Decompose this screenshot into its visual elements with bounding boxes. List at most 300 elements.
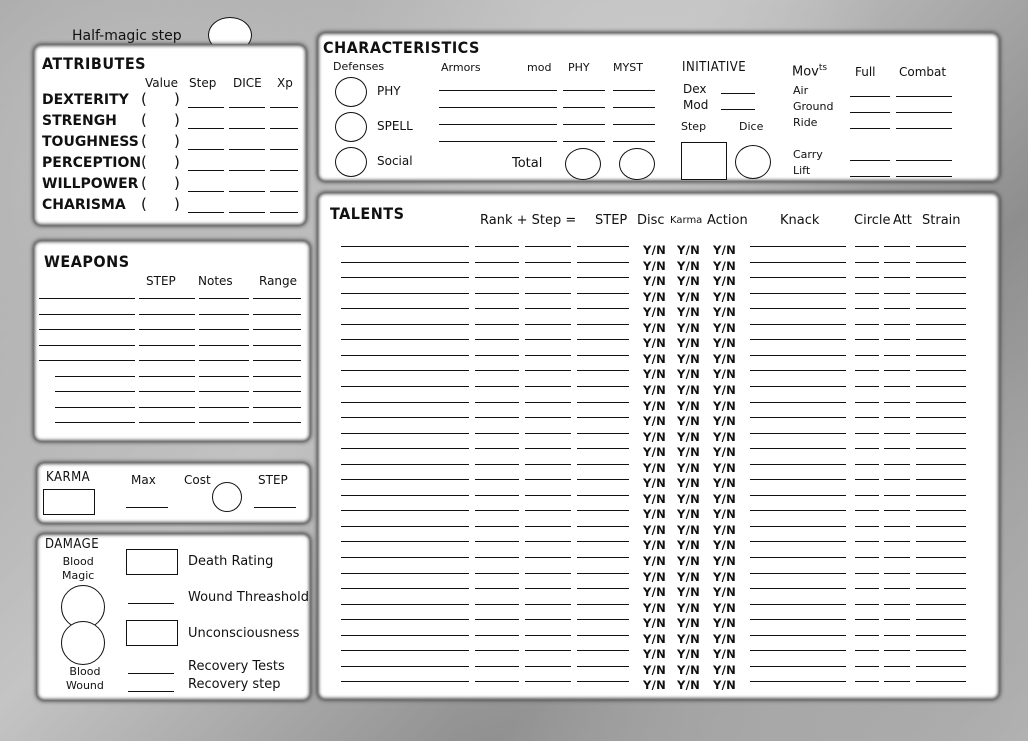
wound-threshold-line[interactable]	[128, 603, 174, 604]
armor-myst-line-3[interactable]	[613, 141, 655, 142]
defense-circle-2[interactable]	[335, 147, 367, 177]
talent-total-line-21[interactable]	[577, 573, 629, 574]
talent-disc-yn-5[interactable]: Y/N	[643, 320, 667, 335]
talent-action-yn-2[interactable]: Y/N	[713, 274, 737, 289]
talent-strain-line-1[interactable]	[916, 262, 966, 263]
talent-att-line-14[interactable]	[884, 464, 910, 465]
talent-circle-line-21[interactable]	[855, 573, 879, 574]
talent-karma-yn-5[interactable]: Y/N	[677, 320, 701, 335]
weapon-step-line-7[interactable]	[139, 407, 195, 408]
talent-rank-line-8[interactable]	[475, 370, 519, 371]
attribute-dice-line-3[interactable]	[229, 170, 265, 171]
talent-strain-line-17[interactable]	[916, 510, 966, 511]
talent-karma-yn-14[interactable]: Y/N	[677, 460, 701, 475]
talent-att-line-17[interactable]	[884, 510, 910, 511]
talent-circle-line-25[interactable]	[855, 635, 879, 636]
talent-knack-line-21[interactable]	[750, 573, 846, 574]
talent-total-line-4[interactable]	[577, 308, 629, 309]
weapon-name-line-7[interactable]	[55, 407, 135, 408]
defense-circle-1[interactable]	[335, 112, 367, 142]
movement-full-line-4[interactable]	[850, 176, 890, 177]
talent-circle-line-14[interactable]	[855, 464, 879, 465]
talent-rank-line-26[interactable]	[475, 650, 519, 651]
talent-disc-yn-4[interactable]: Y/N	[643, 305, 667, 320]
armor-name-line-2[interactable]	[439, 124, 557, 125]
talent-strain-line-14[interactable]	[916, 464, 966, 465]
talent-rank-line-20[interactable]	[475, 557, 519, 558]
movement-full-line-3[interactable]	[850, 160, 890, 161]
talent-circle-line-8[interactable]	[855, 370, 879, 371]
karma-current-box[interactable]	[43, 489, 95, 515]
talent-strain-line-20[interactable]	[916, 557, 966, 558]
attribute-step-line-2[interactable]	[188, 149, 224, 150]
talent-strain-line-26[interactable]	[916, 650, 966, 651]
talent-att-line-13[interactable]	[884, 448, 910, 449]
weapon-range-line-5[interactable]	[253, 376, 301, 377]
talent-circle-line-20[interactable]	[855, 557, 879, 558]
talent-total-line-3[interactable]	[577, 293, 629, 294]
weapon-notes-line-7[interactable]	[199, 407, 249, 408]
talent-att-line-25[interactable]	[884, 635, 910, 636]
talent-step-line-27[interactable]	[525, 666, 571, 667]
talent-circle-line-9[interactable]	[855, 386, 879, 387]
talent-strain-line-13[interactable]	[916, 448, 966, 449]
weapon-name-line-1[interactable]	[39, 314, 135, 315]
karma-cost-circle[interactable]	[212, 482, 242, 512]
talent-strain-line-5[interactable]	[916, 324, 966, 325]
talent-att-line-24[interactable]	[884, 619, 910, 620]
talent-knack-line-24[interactable]	[750, 619, 846, 620]
movement-combat-line-4[interactable]	[896, 176, 952, 177]
talent-disc-yn-9[interactable]: Y/N	[643, 382, 667, 397]
movement-combat-line-0[interactable]	[896, 96, 952, 97]
talent-rank-line-7[interactable]	[475, 355, 519, 356]
talent-step-line-9[interactable]	[525, 386, 571, 387]
talent-karma-yn-7[interactable]: Y/N	[677, 351, 701, 366]
talent-knack-line-3[interactable]	[750, 293, 846, 294]
talent-knack-line-23[interactable]	[750, 604, 846, 605]
talent-disc-yn-19[interactable]: Y/N	[643, 538, 667, 553]
talent-strain-line-0[interactable]	[916, 246, 966, 247]
talent-step-line-6[interactable]	[525, 339, 571, 340]
talent-att-line-20[interactable]	[884, 557, 910, 558]
talent-name-line-8[interactable]	[341, 370, 469, 371]
talent-total-line-11[interactable]	[577, 417, 629, 418]
talent-rank-line-10[interactable]	[475, 402, 519, 403]
talent-disc-yn-20[interactable]: Y/N	[643, 554, 667, 568]
talent-knack-line-9[interactable]	[750, 386, 846, 387]
talent-rank-line-25[interactable]	[475, 635, 519, 636]
talent-step-line-7[interactable]	[525, 355, 571, 356]
talent-knack-line-10[interactable]	[750, 402, 846, 403]
talent-karma-yn-12[interactable]: Y/N	[677, 429, 701, 444]
talent-name-line-17[interactable]	[341, 510, 469, 511]
weapon-notes-line-6[interactable]	[199, 391, 249, 392]
talent-action-yn-28[interactable]: Y/N	[713, 678, 737, 693]
talent-name-line-16[interactable]	[341, 495, 469, 496]
weapon-step-line-5[interactable]	[139, 376, 195, 377]
talent-att-line-12[interactable]	[884, 433, 910, 434]
talent-rank-line-15[interactable]	[475, 479, 519, 480]
talent-knack-line-17[interactable]	[750, 510, 846, 511]
talent-circle-line-22[interactable]	[855, 588, 879, 589]
attribute-xp-line-4[interactable]	[270, 191, 298, 192]
talent-karma-yn-18[interactable]: Y/N	[677, 522, 701, 537]
talent-knack-line-7[interactable]	[750, 355, 846, 356]
talent-step-line-23[interactable]	[525, 604, 571, 605]
talent-step-line-3[interactable]	[525, 293, 571, 294]
talent-knack-line-1[interactable]	[750, 262, 846, 263]
talent-circle-line-5[interactable]	[855, 324, 879, 325]
talent-step-line-28[interactable]	[525, 681, 571, 682]
talent-disc-yn-22[interactable]: Y/N	[643, 585, 667, 600]
talent-circle-line-28[interactable]	[855, 681, 879, 682]
talent-total-line-12[interactable]	[577, 433, 629, 434]
talent-knack-line-8[interactable]	[750, 370, 846, 371]
talent-action-yn-11[interactable]: Y/N	[713, 414, 737, 429]
talent-step-line-18[interactable]	[525, 526, 571, 527]
talent-circle-line-17[interactable]	[855, 510, 879, 511]
talent-karma-yn-22[interactable]: Y/N	[677, 585, 701, 600]
talent-action-yn-24[interactable]: Y/N	[713, 616, 737, 631]
total-phy-circle[interactable]	[565, 148, 601, 180]
movement-combat-line-2[interactable]	[896, 128, 952, 129]
talent-total-line-7[interactable]	[577, 355, 629, 356]
talent-total-line-24[interactable]	[577, 619, 629, 620]
talent-name-line-27[interactable]	[341, 666, 469, 667]
talent-knack-line-26[interactable]	[750, 650, 846, 651]
talent-disc-yn-27[interactable]: Y/N	[643, 662, 667, 677]
talent-action-yn-23[interactable]: Y/N	[713, 600, 737, 615]
talent-total-line-0[interactable]	[577, 246, 629, 247]
talent-total-line-20[interactable]	[577, 557, 629, 558]
weapon-range-line-7[interactable]	[253, 407, 301, 408]
talent-strain-line-28[interactable]	[916, 681, 966, 682]
talent-strain-line-6[interactable]	[916, 339, 966, 340]
talent-rank-line-17[interactable]	[475, 510, 519, 511]
armor-phy-line-3[interactable]	[563, 141, 605, 142]
talent-disc-yn-12[interactable]: Y/N	[643, 429, 667, 444]
talent-att-line-11[interactable]	[884, 417, 910, 418]
talent-strain-line-15[interactable]	[916, 479, 966, 480]
talent-rank-line-6[interactable]	[475, 339, 519, 340]
talent-knack-line-18[interactable]	[750, 526, 846, 527]
talent-name-line-19[interactable]	[341, 541, 469, 542]
unconsciousness-box[interactable]	[126, 620, 178, 646]
talent-disc-yn-17[interactable]: Y/N	[643, 507, 667, 522]
talent-karma-yn-13[interactable]: Y/N	[677, 445, 701, 460]
talent-circle-line-7[interactable]	[855, 355, 879, 356]
movement-full-line-0[interactable]	[850, 96, 890, 97]
talent-step-line-24[interactable]	[525, 619, 571, 620]
defense-circle-0[interactable]	[335, 77, 367, 107]
talent-name-line-25[interactable]	[341, 635, 469, 636]
talent-total-line-25[interactable]	[577, 635, 629, 636]
weapon-range-line-2[interactable]	[253, 329, 301, 330]
talent-action-yn-17[interactable]: Y/N	[713, 507, 737, 522]
talent-name-line-26[interactable]	[341, 650, 469, 651]
talent-rank-line-11[interactable]	[475, 417, 519, 418]
death-rating-box[interactable]	[126, 549, 178, 575]
talent-total-line-28[interactable]	[577, 681, 629, 682]
talent-name-line-9[interactable]	[341, 386, 469, 387]
weapon-range-line-3[interactable]	[253, 345, 301, 346]
talent-karma-yn-6[interactable]: Y/N	[677, 336, 701, 351]
talent-disc-yn-8[interactable]: Y/N	[643, 367, 667, 382]
talent-knack-line-19[interactable]	[750, 541, 846, 542]
weapon-notes-line-1[interactable]	[199, 314, 249, 315]
weapon-notes-line-5[interactable]	[199, 376, 249, 377]
karma-max-line[interactable]	[126, 507, 168, 508]
talent-strain-line-3[interactable]	[916, 293, 966, 294]
attribute-xp-line-5[interactable]	[270, 212, 298, 213]
talent-att-line-22[interactable]	[884, 588, 910, 589]
movement-full-line-2[interactable]	[850, 128, 890, 129]
talent-disc-yn-14[interactable]: Y/N	[643, 460, 667, 475]
talent-att-line-6[interactable]	[884, 339, 910, 340]
talent-strain-line-25[interactable]	[916, 635, 966, 636]
talent-disc-yn-21[interactable]: Y/N	[643, 569, 667, 584]
talent-karma-yn-9[interactable]: Y/N	[677, 382, 701, 397]
talent-circle-line-11[interactable]	[855, 417, 879, 418]
talent-name-line-2[interactable]	[341, 277, 469, 278]
talent-strain-line-22[interactable]	[916, 588, 966, 589]
talent-karma-yn-2[interactable]: Y/N	[677, 274, 701, 289]
talent-rank-line-18[interactable]	[475, 526, 519, 527]
talent-action-yn-14[interactable]: Y/N	[713, 460, 737, 475]
talent-rank-line-19[interactable]	[475, 541, 519, 542]
weapon-range-line-4[interactable]	[253, 360, 301, 361]
talent-knack-line-16[interactable]	[750, 495, 846, 496]
talent-total-line-17[interactable]	[577, 510, 629, 511]
weapon-name-line-6[interactable]	[55, 391, 135, 392]
talent-circle-line-13[interactable]	[855, 448, 879, 449]
talent-disc-yn-18[interactable]: Y/N	[643, 522, 667, 537]
talent-karma-yn-1[interactable]: Y/N	[677, 258, 701, 273]
armor-name-line-0[interactable]	[439, 90, 557, 91]
talent-step-line-17[interactable]	[525, 510, 571, 511]
talent-name-line-10[interactable]	[341, 402, 469, 403]
talent-strain-line-8[interactable]	[916, 370, 966, 371]
attribute-step-line-4[interactable]	[188, 191, 224, 192]
talent-karma-yn-23[interactable]: Y/N	[677, 600, 701, 615]
talent-total-line-19[interactable]	[577, 541, 629, 542]
talent-karma-yn-19[interactable]: Y/N	[677, 538, 701, 553]
talent-total-line-18[interactable]	[577, 526, 629, 527]
talent-disc-yn-6[interactable]: Y/N	[643, 336, 667, 351]
talent-step-line-0[interactable]	[525, 246, 571, 247]
talent-name-line-15[interactable]	[341, 479, 469, 480]
talent-knack-line-22[interactable]	[750, 588, 846, 589]
talent-knack-line-15[interactable]	[750, 479, 846, 480]
talent-circle-line-16[interactable]	[855, 495, 879, 496]
talent-circle-line-2[interactable]	[855, 277, 879, 278]
attribute-step-line-0[interactable]	[188, 107, 224, 108]
weapon-name-line-8[interactable]	[55, 422, 135, 423]
talent-action-yn-0[interactable]: Y/N	[713, 243, 737, 257]
recovery-step-line[interactable]	[128, 691, 174, 692]
weapon-step-line-3[interactable]	[139, 345, 195, 346]
talent-name-line-12[interactable]	[341, 433, 469, 434]
talent-name-line-22[interactable]	[341, 588, 469, 589]
talent-action-yn-18[interactable]: Y/N	[713, 522, 737, 537]
talent-circle-line-23[interactable]	[855, 604, 879, 605]
talent-att-line-15[interactable]	[884, 479, 910, 480]
talent-disc-yn-28[interactable]: Y/N	[643, 678, 667, 693]
talent-att-line-16[interactable]	[884, 495, 910, 496]
talent-att-line-7[interactable]	[884, 355, 910, 356]
talent-disc-yn-10[interactable]: Y/N	[643, 398, 667, 413]
talent-total-line-8[interactable]	[577, 370, 629, 371]
talent-att-line-2[interactable]	[884, 277, 910, 278]
talent-action-yn-5[interactable]: Y/N	[713, 320, 737, 335]
blood-wound-circle[interactable]	[61, 621, 105, 665]
talent-karma-yn-20[interactable]: Y/N	[677, 554, 701, 568]
talent-att-line-21[interactable]	[884, 573, 910, 574]
talent-disc-yn-7[interactable]: Y/N	[643, 351, 667, 366]
talent-rank-line-21[interactable]	[475, 573, 519, 574]
talent-rank-line-16[interactable]	[475, 495, 519, 496]
talent-att-line-19[interactable]	[884, 541, 910, 542]
talent-action-yn-6[interactable]: Y/N	[713, 336, 737, 351]
talent-name-line-14[interactable]	[341, 464, 469, 465]
talent-karma-yn-4[interactable]: Y/N	[677, 305, 701, 320]
talent-att-line-1[interactable]	[884, 262, 910, 263]
talent-step-line-13[interactable]	[525, 448, 571, 449]
talent-knack-line-6[interactable]	[750, 339, 846, 340]
weapon-range-line-8[interactable]	[253, 422, 301, 423]
armor-myst-line-2[interactable]	[613, 124, 655, 125]
talent-total-line-2[interactable]	[577, 277, 629, 278]
talent-circle-line-4[interactable]	[855, 308, 879, 309]
armor-phy-line-2[interactable]	[563, 124, 605, 125]
talent-circle-line-3[interactable]	[855, 293, 879, 294]
talent-strain-line-4[interactable]	[916, 308, 966, 309]
weapon-name-line-5[interactable]	[55, 376, 135, 377]
initiative-dice-circle[interactable]	[735, 145, 771, 179]
armor-myst-line-0[interactable]	[613, 90, 655, 91]
talent-rank-line-14[interactable]	[475, 464, 519, 465]
talent-circle-line-15[interactable]	[855, 479, 879, 480]
talent-total-line-5[interactable]	[577, 324, 629, 325]
talent-name-line-1[interactable]	[341, 262, 469, 263]
weapon-notes-line-2[interactable]	[199, 329, 249, 330]
talent-rank-line-12[interactable]	[475, 433, 519, 434]
talent-circle-line-6[interactable]	[855, 339, 879, 340]
talent-action-yn-7[interactable]: Y/N	[713, 351, 737, 366]
talent-step-line-1[interactable]	[525, 262, 571, 263]
total-myst-circle[interactable]	[619, 148, 655, 180]
talent-total-line-26[interactable]	[577, 650, 629, 651]
talent-disc-yn-13[interactable]: Y/N	[643, 445, 667, 460]
attribute-step-line-3[interactable]	[188, 170, 224, 171]
weapon-step-line-0[interactable]	[139, 298, 195, 299]
karma-step-line[interactable]	[254, 507, 296, 508]
talent-total-line-1[interactable]	[577, 262, 629, 263]
talent-att-line-10[interactable]	[884, 402, 910, 403]
attribute-dice-line-4[interactable]	[229, 191, 265, 192]
talent-karma-yn-28[interactable]: Y/N	[677, 678, 701, 693]
talent-total-line-22[interactable]	[577, 588, 629, 589]
talent-strain-line-16[interactable]	[916, 495, 966, 496]
talent-action-yn-25[interactable]: Y/N	[713, 631, 737, 646]
talent-rank-line-4[interactable]	[475, 308, 519, 309]
weapon-range-line-0[interactable]	[253, 298, 301, 299]
talent-karma-yn-21[interactable]: Y/N	[677, 569, 701, 584]
talent-circle-line-18[interactable]	[855, 526, 879, 527]
talent-knack-line-20[interactable]	[750, 557, 846, 558]
talent-action-yn-22[interactable]: Y/N	[713, 585, 737, 600]
armor-myst-line-1[interactable]	[613, 107, 655, 108]
talent-rank-line-13[interactable]	[475, 448, 519, 449]
weapon-notes-line-8[interactable]	[199, 422, 249, 423]
talent-name-line-23[interactable]	[341, 604, 469, 605]
talent-action-yn-12[interactable]: Y/N	[713, 429, 737, 444]
talent-action-yn-4[interactable]: Y/N	[713, 305, 737, 320]
talent-circle-line-27[interactable]	[855, 666, 879, 667]
talent-total-line-13[interactable]	[577, 448, 629, 449]
movement-combat-line-1[interactable]	[896, 112, 952, 113]
talent-name-line-20[interactable]	[341, 557, 469, 558]
armor-phy-line-0[interactable]	[563, 90, 605, 91]
talent-step-line-2[interactable]	[525, 277, 571, 278]
talent-karma-yn-10[interactable]: Y/N	[677, 398, 701, 413]
weapon-notes-line-0[interactable]	[199, 298, 249, 299]
movement-full-line-1[interactable]	[850, 112, 890, 113]
talent-action-yn-10[interactable]: Y/N	[713, 398, 737, 413]
talent-disc-yn-25[interactable]: Y/N	[643, 631, 667, 646]
talent-name-line-24[interactable]	[341, 619, 469, 620]
talent-karma-yn-17[interactable]: Y/N	[677, 507, 701, 522]
talent-circle-line-10[interactable]	[855, 402, 879, 403]
attribute-xp-line-3[interactable]	[270, 170, 298, 171]
talent-name-line-18[interactable]	[341, 526, 469, 527]
talent-knack-line-14[interactable]	[750, 464, 846, 465]
talent-step-line-19[interactable]	[525, 541, 571, 542]
talent-circle-line-1[interactable]	[855, 262, 879, 263]
talent-total-line-27[interactable]	[577, 666, 629, 667]
recovery-tests-line[interactable]	[128, 673, 174, 674]
talent-strain-line-27[interactable]	[916, 666, 966, 667]
talent-knack-line-28[interactable]	[750, 681, 846, 682]
talent-name-line-11[interactable]	[341, 417, 469, 418]
movement-combat-line-3[interactable]	[896, 160, 952, 161]
talent-total-line-14[interactable]	[577, 464, 629, 465]
talent-rank-line-9[interactable]	[475, 386, 519, 387]
talent-step-line-4[interactable]	[525, 308, 571, 309]
talent-strain-line-24[interactable]	[916, 619, 966, 620]
talent-total-line-16[interactable]	[577, 495, 629, 496]
talent-strain-line-12[interactable]	[916, 433, 966, 434]
talent-name-line-28[interactable]	[341, 681, 469, 682]
talent-karma-yn-27[interactable]: Y/N	[677, 662, 701, 677]
talent-rank-line-5[interactable]	[475, 324, 519, 325]
talent-action-yn-15[interactable]: Y/N	[713, 476, 737, 491]
attribute-step-line-1[interactable]	[188, 128, 224, 129]
talent-rank-line-22[interactable]	[475, 588, 519, 589]
talent-total-line-10[interactable]	[577, 402, 629, 403]
talent-knack-line-5[interactable]	[750, 324, 846, 325]
talent-rank-line-24[interactable]	[475, 619, 519, 620]
talent-karma-yn-15[interactable]: Y/N	[677, 476, 701, 491]
talent-name-line-0[interactable]	[341, 246, 469, 247]
talent-step-line-25[interactable]	[525, 635, 571, 636]
weapon-range-line-1[interactable]	[253, 314, 301, 315]
talent-action-yn-9[interactable]: Y/N	[713, 382, 737, 397]
talent-disc-yn-16[interactable]: Y/N	[643, 491, 667, 506]
talent-name-line-7[interactable]	[341, 355, 469, 356]
weapon-name-line-2[interactable]	[39, 329, 135, 330]
